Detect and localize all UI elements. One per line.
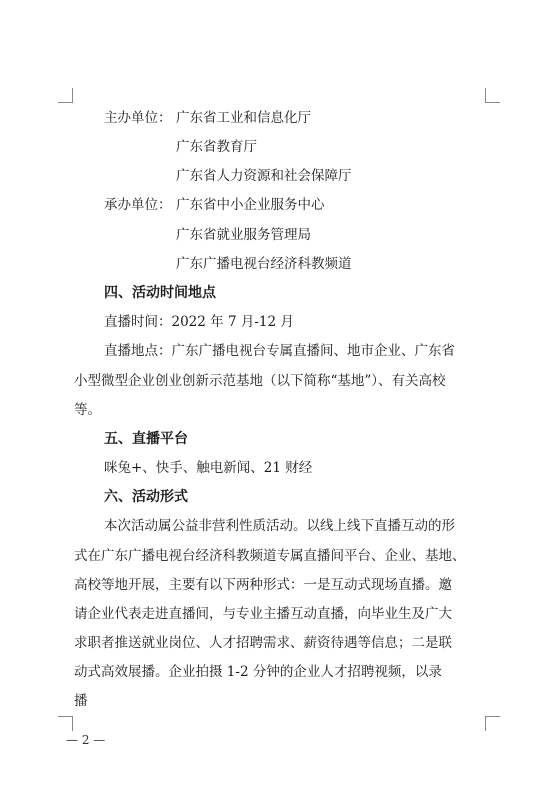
format-paragraph-line: 请企业代表走进直播间，与专业主播互动直播，向毕业生及广大 [74, 606, 452, 622]
co-label: 承办单位： [104, 197, 172, 213]
format-paragraph-line: 播 [74, 693, 88, 709]
co-org-3: 广东广播电视台经济科教频道 [176, 256, 352, 272]
host-org-2: 广东省教育厅 [176, 139, 257, 155]
host-org-3: 广东省人力资源和社会保障厅 [176, 168, 352, 184]
live-place-line-2: 小型微型企业创业创新示范基地（以下简称“基地”）、有关高校 [74, 373, 446, 389]
format-paragraph-line: 本次活动属公益非营利性质活动。以线上线下直播互动的形 [104, 518, 455, 534]
section-5-heading: 五、直播平台 [104, 431, 188, 447]
live-place-line-3: 等。 [74, 402, 101, 418]
page-number: — 2 — [66, 733, 106, 747]
platform-list: 咪兔+、快手、触电新闻、21 财经 [104, 460, 313, 476]
section-4-heading: 四、活动时间地点 [104, 285, 216, 301]
format-paragraph-line: 求职者推送就业岗位、人才招聘需求、薪资待遇等信息；二是联 [74, 635, 452, 651]
format-paragraph-line: 高校等地开展，主要有以下两种形式：一是互动式现场直播。邀 [74, 577, 452, 593]
live-time: 直播时间：2022 年 7 月-12 月 [104, 314, 294, 330]
host-label: 主办单位： [104, 110, 172, 126]
format-paragraph-line: 动式高效展播。企业拍摄 1-2 分钟的企业人才招聘视频，以录 [74, 664, 442, 680]
co-org-2: 广东省就业服务管理局 [176, 227, 311, 243]
host-org-1: 广东省工业和信息化厅 [176, 110, 311, 126]
live-place-line-1: 直播地点：广东广播电视台专属直播间、地市企业、广东省 [104, 343, 455, 359]
section-6-heading: 六、活动形式 [104, 489, 188, 505]
crop-mark-top-left [58, 88, 73, 103]
crop-mark-bottom-right [485, 716, 500, 731]
crop-mark-top-right [485, 88, 500, 103]
format-paragraph-line: 式在广东广播电视台经济科教频道专属直播间平台、企业、基地、 [74, 548, 466, 564]
crop-mark-bottom-left [58, 716, 73, 731]
co-org-1: 广东省中小企业服务中心 [176, 197, 325, 213]
